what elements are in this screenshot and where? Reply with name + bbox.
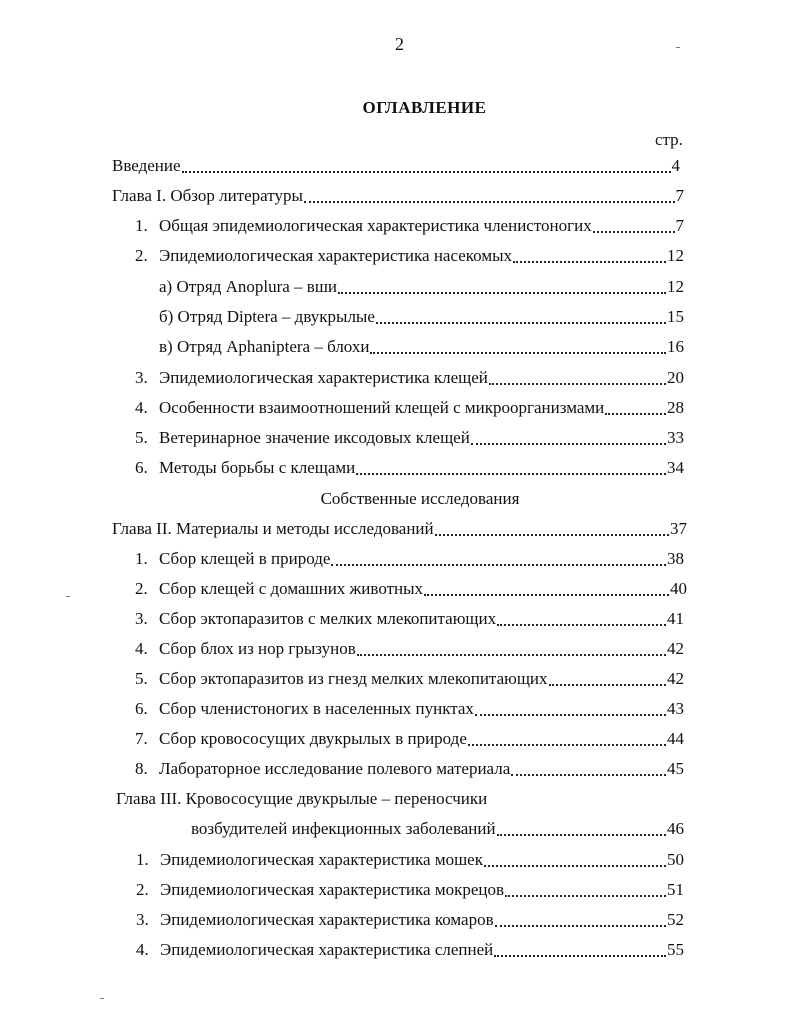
toc-entry: 2. Эпидемиологическая характеристика мокрецов 51 (136, 880, 684, 899)
toc-entry: Глава I. Обзор литературы 7 (112, 186, 684, 205)
toc-entry: 3. Эпидемиологическая характеристика комаров 52 (136, 910, 684, 929)
toc-entry: 3. Эпидемиологическая характеристика клещей 20 (135, 368, 684, 387)
toc-entry: 6. Сбор членистоногих в населенных пунктах 43 (135, 699, 684, 718)
toc-entry: возбудителей инфекционных заболеваний 46 (191, 819, 684, 838)
toc-entry: 8. Лабораторное исследование полевого материала 45 (135, 759, 684, 778)
toc-entry: 5. Сбор эктопаразитов из гнезд мелких млекопитающих 42 (135, 669, 684, 688)
toc-entry: 1. Эпидемиологическая характеристика мошек 50 (136, 850, 684, 869)
chapter-heading: Глава III. Кровососущие двукрылые – переносчики (116, 789, 488, 808)
toc-entry: а) Отряд Anoplura – вши 12 (159, 277, 684, 296)
toc-entry: 6. Методы борьбы с клещами 34 (135, 458, 684, 477)
toc-entry: 2. Сбор клещей с домашних животных 40 (135, 579, 687, 598)
page-column-label: стр. (655, 130, 683, 149)
toc-entry: 7. Сбор кровососущих двукрылых в природе 44 (135, 729, 684, 748)
section-heading: Собственные исследования (320, 489, 520, 508)
toc-entry: Глава II. Материалы и методы исследований 37 (112, 519, 687, 538)
scan-speck (676, 47, 680, 48)
toc-entry: 1. Общая эпидемиологическая характеристика членистоногих 7 (135, 216, 684, 235)
toc-entry: 4. Сбор блох из нор грызунов 42 (135, 639, 684, 658)
toc-entry: 5. Ветеринарное значение иксодовых клещей 33 (135, 428, 684, 447)
scan-speck (100, 998, 104, 999)
toc-entry: 2. Эпидемиологическая характеристика насекомых 12 (135, 246, 684, 265)
toc-entry: Введение 4 (112, 156, 680, 175)
toc-entry: 4. Эпидемиологическая характеристика слепней 55 (136, 940, 684, 959)
toc-entry: в) Отряд Aphaniptera – блохи 16 (159, 337, 684, 356)
toc-entry: 1. Сбор клещей в природе 38 (135, 549, 684, 568)
toc-entry: б) Отряд Diptera – двукрылые 15 (159, 307, 684, 326)
scan-speck (66, 596, 70, 597)
page-title: ОГЛАВЛЕНИЕ (362, 98, 487, 117)
toc-entry: 4. Особенности взаимоотношений клещей с микроорганизмами 28 (135, 398, 684, 417)
toc-entry: 3. Сбор эктопаразитов с мелких млекопитающих 41 (135, 609, 684, 628)
page-number: 2 (395, 34, 404, 54)
